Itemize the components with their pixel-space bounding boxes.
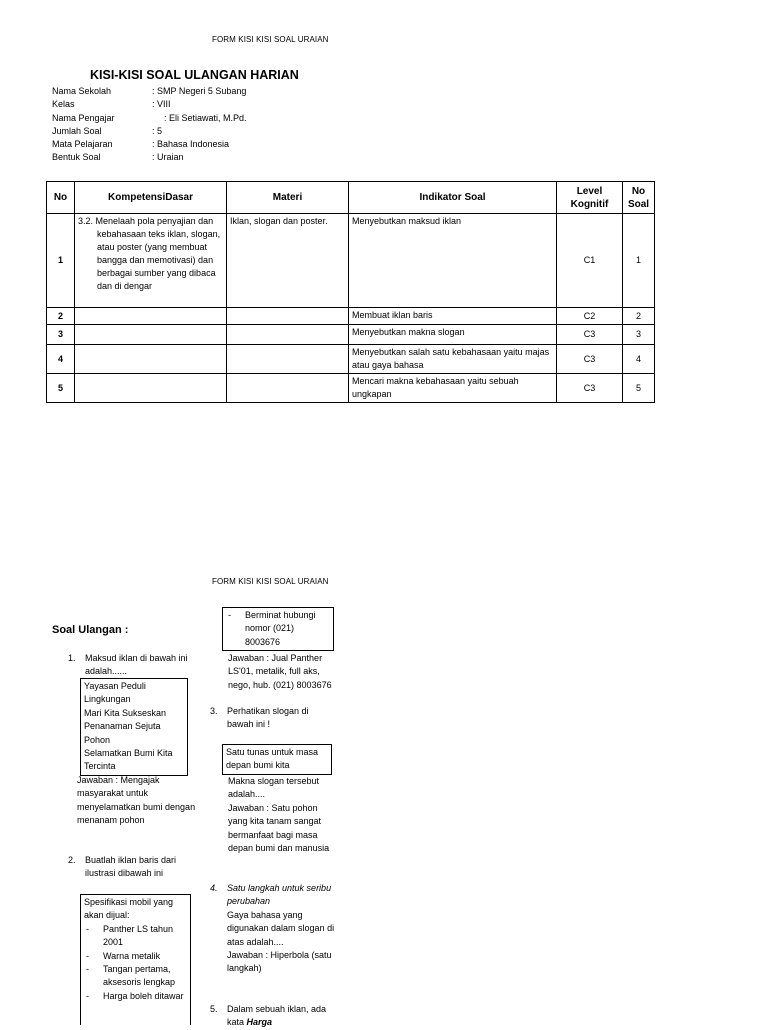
header-no: No: [47, 182, 75, 214]
page-title: KISI-KISI SOAL ULANGAN HARIAN: [90, 68, 299, 82]
cell-indikator: Menyebutkan makna slogan: [349, 325, 557, 345]
list-item: - Warna metalik: [84, 950, 187, 963]
cell-indikator: Menyebutkan salah satu kebahasaan yaitu majas atau gaya bahasa: [349, 345, 557, 374]
question-text: Maksud iklan di bawah ini adalah......: [85, 653, 188, 677]
question-emphasis: Harga: [246, 1017, 273, 1028]
table-row: [47, 345, 655, 374]
cell-kompetensi-dasar: [75, 214, 227, 308]
header-kompetensi-dasar: KompetensiDasar: [75, 182, 227, 214]
answer-4: Jawaban : Hiperbola (satu langkah): [227, 950, 332, 974]
question-3: [210, 705, 336, 732]
question-text: Dalam sebuah iklan, ada kata: [227, 1004, 327, 1028]
info-value: : Bahasa Indonesia: [152, 139, 230, 149]
cell-kompetensi-dasar: [75, 374, 227, 403]
table-row: [47, 214, 655, 308]
info-value: : Uraian: [152, 152, 184, 162]
question-number: 3.: [210, 706, 218, 716]
iklan-line: Mari Kita Sukseskan Penanaman Sejuta Pohon: [84, 707, 167, 745]
soal-heading: Soal Ulangan :: [52, 624, 129, 636]
cell-no: 4: [47, 345, 75, 374]
question-5: [210, 1003, 336, 1030]
question-number: 4.: [210, 883, 218, 893]
list-item: - Harga boleh ditawar: [84, 990, 187, 1003]
cell-kompetensi-dasar: [75, 325, 227, 345]
iklan-line: Selamatkan Bumi Kita Tercinta: [84, 748, 173, 772]
table-row: [47, 374, 655, 403]
cell-no: 3: [47, 325, 75, 345]
cell-level: C1: [557, 214, 623, 308]
form-title-page2: FORM KISI KISI SOAL URAIAN: [212, 577, 329, 586]
spesifikasi-box: [80, 894, 191, 1025]
question-text-wrap: [227, 1003, 336, 1030]
question-3-prompt: Makna slogan tersebut adalah....: [228, 776, 320, 800]
form-title: FORM KISI KISI SOAL URAIAN: [212, 35, 329, 44]
cell-materi: [227, 374, 349, 403]
question-4: [210, 882, 336, 976]
question-text: Gaya bahasa yang digunakan dalam slogan di atas adalah....: [227, 909, 335, 947]
info-row-jumlah-soal: [52, 125, 372, 138]
cell-indikator: Membuat iklan baris: [349, 308, 557, 325]
info-row-kelas: [52, 98, 372, 111]
cell-materi: [227, 345, 349, 374]
cell-no: 1: [47, 214, 75, 308]
info-row-nama-pengajar: [52, 112, 372, 125]
info-label: Mata Pelajaran: [52, 139, 113, 149]
kd-text: 3.2. Menelaah pola penyajian dan kebahasaan teks iklan, slogan, atau poster (yang membuat bangga dan memotivasi) dan berbagai sumber yang dibaca dan di dengar: [78, 216, 221, 291]
slogan-box: Satu tunas untuk masa depan bumi kita: [222, 744, 332, 775]
question-slogan: Satu langkah untuk seribu perubahan: [227, 883, 332, 907]
cell-kompetensi-dasar: [75, 308, 227, 325]
header-materi: Materi: [227, 182, 349, 214]
info-value: : 5: [152, 126, 163, 136]
header-level-kognitif: Level Kognitif: [557, 182, 623, 214]
cell-level: C3: [557, 325, 623, 345]
answer-3: Jawaban : Satu pohon yang kita tanam sangat bermanfaat bagi masa depan bumi dan manusia: [228, 803, 330, 854]
table-row: [47, 308, 655, 325]
info-label: Jumlah Soal: [52, 126, 102, 136]
question-number: 2.: [68, 855, 76, 865]
cell-no: 5: [47, 374, 75, 403]
list-item: - Tangan pertama, aksesoris lengkap: [84, 963, 187, 990]
info-value: : SMP Negeri 5 Subang: [152, 86, 247, 96]
kd-text-wrap: [78, 215, 223, 293]
cell-kompetensi-dasar: [75, 345, 227, 374]
cell-materi: [227, 308, 349, 325]
cell-indikator: Mencari makna kebahasaan yaitu sebuah ungkapan: [349, 374, 557, 403]
info-label: Nama Pengajar: [52, 113, 115, 123]
table-row: [47, 325, 655, 345]
spesifikasi-title: Spesifikasi mobil yang akan dijual:: [84, 897, 174, 921]
cell-no-soal: 4: [623, 345, 655, 374]
info-label: Bentuk Soal: [52, 152, 101, 162]
cell-level: C3: [557, 345, 623, 374]
cell-level: C3: [557, 374, 623, 403]
cell-no: 2: [47, 308, 75, 325]
list-item: - Berminat hubungi nomor (021) 8003676: [226, 609, 330, 649]
cell-no-soal: 5: [623, 374, 655, 403]
cell-no-soal: 2: [623, 308, 655, 325]
question-text: Buatlah iklan baris dari ilustrasi dibawah ini: [85, 855, 177, 879]
spesifikasi-list-continued: [226, 609, 330, 649]
cell-no-soal: 1: [623, 214, 655, 308]
question-2: [68, 854, 194, 881]
iklan-box: [80, 678, 188, 776]
info-value: : Eli Setiawati, M.Pd.: [164, 113, 247, 123]
spesifikasi-list: [84, 923, 187, 1003]
cell-materi: [227, 325, 349, 345]
info-label: Kelas: [52, 99, 75, 109]
question-text: Perhatikan slogan di bawah ini !: [227, 706, 309, 730]
spesifikasi-box-continued: [222, 607, 334, 651]
info-label: Nama Sekolah: [52, 86, 112, 96]
question-number: 1.: [68, 653, 76, 663]
iklan-line: Yayasan Peduli Lingkungan: [84, 681, 146, 705]
answer-2: Jawaban : Jual Panther LS'01, metalik, full aks, nego, hub. (021) 8003676: [228, 653, 332, 690]
header-no-soal: No Soal: [623, 182, 655, 214]
cell-level: C2: [557, 308, 623, 325]
info-row-bentuk-soal: [52, 151, 372, 164]
info-row-nama-sekolah: [52, 85, 372, 98]
cell-materi: Iklan, slogan dan poster.: [227, 214, 349, 308]
table-header-row: [47, 182, 655, 214]
answer-1: Jawaban : Mengajak masyarakat untuk menyelamatkan bumi dengan menanam pohon: [77, 775, 196, 826]
list-item: - Panther LS tahun 2001: [84, 923, 187, 950]
info-row-mata-pelajaran: [52, 138, 372, 151]
info-value: : VIII: [152, 99, 171, 109]
kisi-table: [46, 181, 655, 403]
cell-no-soal: 3: [623, 325, 655, 345]
question-number: 5.: [210, 1004, 218, 1014]
header-indikator-soal: Indikator Soal: [349, 182, 557, 214]
question-1: [68, 652, 194, 679]
cell-indikator: Menyebutkan maksud iklan: [349, 214, 557, 308]
